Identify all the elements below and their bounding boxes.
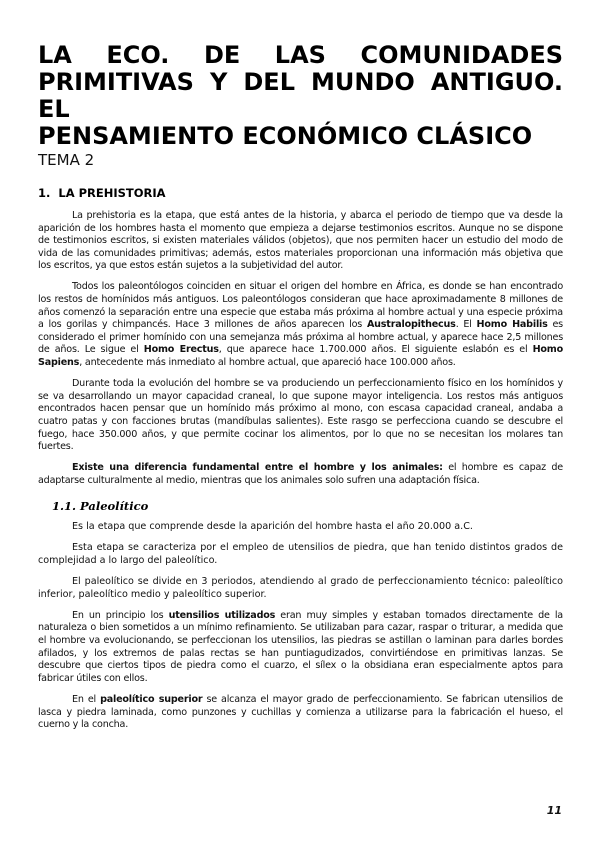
paragraph-1: La prehistoria es la etapa, que está antes de la historia, y abarca el periodo de tiempo que va desde la aparición de los hombres hasta el momento que empieza a dejarse testimonios escritos. Aunque no se dispone de testimonios escritos, si existen materiales válidos (objetos), que nos permiten hacer un estudio del modo de vida de las comunidades primitivas; además, estos materiales proporcionan una información más objetiva que los escritos, ya que estos están sujetos a la subjetividad del autor.: [38, 210, 563, 272]
text-run: , antecedente más inmediato al hombre actual, que apareció hace 100.000 años.: [79, 357, 456, 369]
text-run: es considerado el primer homínido con una semejanza más próxima al hombre actual, y aparece hace 2,5 millones de años. Le sigue el: [38, 319, 563, 356]
bold-term: utensilios utilizados: [168, 609, 276, 621]
text-run: , que aparece hace 1.700.000 años. El siguiente eslabón es el: [218, 344, 533, 356]
text-run: se alcanza el mayor grado de perfeccionamiento. Se fabrican utensilios de lasca y piedra laminada, como punzones y cuchillas y comienza a utilizarse para la fabricación el hueso, el cuerno y la concha.: [38, 693, 564, 731]
bold-term: Homo Habilis: [476, 319, 548, 331]
title-line-3: PENSAMIENTO ECONÓMICO CLÁSICO: [38, 122, 533, 150]
paragraph-4: [38, 462, 563, 487]
page-number: 11: [546, 804, 562, 817]
document-page: [38, 42, 563, 740]
paragraph-9: [38, 694, 563, 732]
document-title: [38, 42, 563, 150]
bold-term: Homo Sapiens: [38, 344, 563, 369]
text-run: eran muy simples y estaban tomados directamente de la naturaleza o bien sometidos a un mínimo refinamiento. Se utilizaban para cazar, raspar o triturar, a medida que el hombre va evolucionando, se perfeccionan los utensilios, las piedras se astillan o laminan para darles bordes afilados, y los extremos de palas rectas se han puntiagudizados, convirtiéndose en primitivas lanzas. Se descubre que ciertos tipos de piedra como el cuarzo, el sílex o la obsidiana eran especialmente aptos para fabricar útiles con ellos.: [38, 609, 563, 684]
text-run: . El: [455, 319, 477, 331]
paragraph-6: Esta etapa se caracteriza por el empleo de utensilios de piedra, que han tenido distintos grados de complejidad a lo largo del paleolítico.: [38, 542, 563, 567]
paragraph-3: Durante toda la evolución del hombre se va produciendo un perfeccionamiento físico en los homínidos y se va desarrollando un mayor capacidad craneal, lo que supone mayor inteligencia. Los restos más antiguos encontrados hacen pensar que un homínido más próximo al mono, con escasa capacidad craneal, andaba a cuatro patas y con facciones brutas (mandíbulas salientes). Este rasgo se perfecciona cuando se descubre el fuego, hace 350.000 años, y que permite cocinar los alimentos, por lo que no se necesitan los molares tan fuertes.: [38, 378, 563, 453]
text-run: En el: [72, 693, 101, 705]
paragraph-7: El paleolítico se divide en 3 periodos, atendiendo al grado de perfeccionamiento técnico: paleolítico inferior, paleolítico medio y paleolítico superior.: [38, 576, 563, 600]
paragraph-5: Es la etapa que comprende desde la aparición del hombre hasta el año 20.000 a.C.: [72, 521, 473, 533]
paragraph-2: [38, 281, 563, 369]
text-run: el hombre es capaz de adaptarse culturalmente al medio, mientras que los animales solo sufren una adaptación física.: [38, 462, 563, 486]
text-run: En un principio los: [72, 609, 169, 621]
subsection-title: Paleolítico: [80, 499, 149, 514]
subsection-heading-paleolitico: [52, 499, 563, 513]
bold-term: paleolítico superior: [100, 693, 203, 705]
subsection-number: 1.1.: [52, 499, 77, 514]
bold-term: Homo Erectus: [143, 344, 219, 356]
bold-term: Existe una diferencia fundamental entre el hombre y los animales:: [72, 462, 443, 474]
title-line-2: PRIMITIVAS Y DEL MUNDO ANTIGUO. EL: [38, 68, 563, 123]
bold-term: Australopithecus: [366, 319, 456, 331]
paragraph-8: [38, 610, 563, 686]
section-title: LA PREHISTORIA: [58, 186, 166, 200]
section-heading-prehistoria: [38, 186, 563, 200]
tema-label: TEMA 2: [38, 151, 95, 169]
title-line-1: LA ECO. DE LAS COMUNIDADES: [38, 41, 563, 69]
text-run: Todos los paleontólogos coinciden en situar el origen del hombre en África, es donde se han encontrado los restos de homínidos más antiguos. Los paleontólogos consideran que hace aproximadamente 8 millones de años comenzó la separación entre una especie que estaba más próxima al hombre actual y una especie próxima a los gorilas y chimpancés. Hace 3 millones de años aparecen los: [38, 281, 563, 331]
section-number: 1.: [38, 186, 51, 200]
